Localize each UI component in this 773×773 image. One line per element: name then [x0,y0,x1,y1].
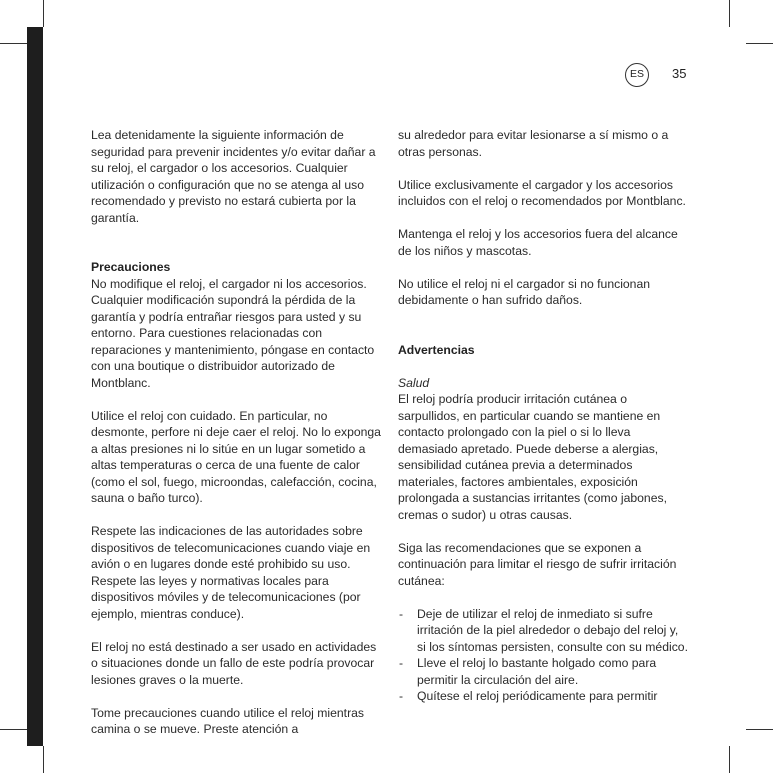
health-paragraph: El reloj podría producir irritación cutánea o sarpullidos, en particular cuando se mantiene en contacto prolongado con la piel o si lo lleva demasiado apretado. Puede deberse a alergias, sensibilidad cutánea previa a determinados materiales, factores ambientales, exposición prolongada a sustancias irritantes (como jabones, cremas o sudor) u otras causas. [398,392,667,522]
damage-paragraph: No utilice el reloj ni el cargador si no funcionan debidamente o han sufrido daños. [398,276,651,307]
crop-mark [0,43,27,44]
left-column [91,127,383,754]
crop-mark [729,746,730,773]
continuation-paragraph: su alrededor para evitar lesionarse a sí mismo o a otras personas. [398,128,669,159]
precautions-paragraph: El reloj no está destinado a ser usado en actividades o situaciones donde un fallo de este podría provocar lesiones graves o la muerte. [91,639,377,687]
crop-mark [43,0,44,27]
crop-mark [746,43,773,44]
list-item: - Lleve el reloj lo bastante holgado como para permitir la circulación del aire. [398,655,690,688]
list-item: - Deje de utilizar el reloj de inmediato si sufre irritación de la piel alrededor o debajo del reloj y, si los síntomas persisten, consulte con su médico. [398,606,690,656]
intro-paragraph: Lea detenidamente la siguiente información de seguridad para prevenir incidentes y/o evitar dañar a su reloj, el cargador o los accesorios. Cualquier utilización o configuración que no se atenga al uso recomendado y previsto no estará cubierta por la garantía. [91,128,376,225]
warnings-heading: Advertencias [398,342,475,357]
page-spine-bar [27,27,43,746]
children-paragraph: Mantenga el reloj y los accesorios fuera del alcance de los niños y mascotas. [398,227,678,258]
right-column [398,127,690,705]
precautions-heading: Precauciones [91,260,171,274]
health-paragraph: Siga las recomendaciones que se exponen a continuación para limitar el riesgo de sufrir irritación cutánea: [398,540,677,588]
crop-mark [729,0,730,27]
recommendations-list [398,606,690,705]
list-item: - Quítese el reloj periódicamente para permitir [398,688,690,705]
precautions-paragraph: No modifique el reloj, el cargador ni los accesorios. Cualquier modificación supondrá la pérdida de la garantía y podría entrañar riesgos para usted y su entorno. Para cuestiones relacionadas con reparaciones y mantenimiento, póngase en contacto con una boutique o distribuidor autorizado de Montblanc. [91,276,375,390]
precautions-paragraph: Tome precauciones cuando utilice el reloj mientras camina o se mueve. Preste atención a [91,705,365,736]
page-number: 35 [672,66,687,81]
crop-mark [746,729,773,730]
health-subheading: Salud [398,375,430,390]
charger-paragraph: Utilice exclusivamente el cargador y los accesorios incluidos con el reloj o recomendados por Montblanc. [398,177,686,208]
precautions-paragraph: Utilice el reloj con cuidado. En particular, no desmonte, perfore ni deje caer el reloj. No lo exponga a altas presiones ni lo sitúe en un lugar sometido a altas temperaturas o cerca de una fuente de calor (como el sol, fuego, microondas, calefacción, cocina, sauna o baño turco). [91,408,381,505]
precautions-paragraph: Respete las indicaciones de las autoridades sobre dispositivos de telecomunicaciones cuando viaje en avión o en lugares donde esté prohibido su uso. Respete las leyes y normativas locales para dispositivos móviles y de telecomunicaciones (por ejemplo, mientras conduce). [91,524,371,621]
language-badge: ES [625,63,649,87]
crop-mark [43,746,44,773]
crop-mark [0,729,27,730]
